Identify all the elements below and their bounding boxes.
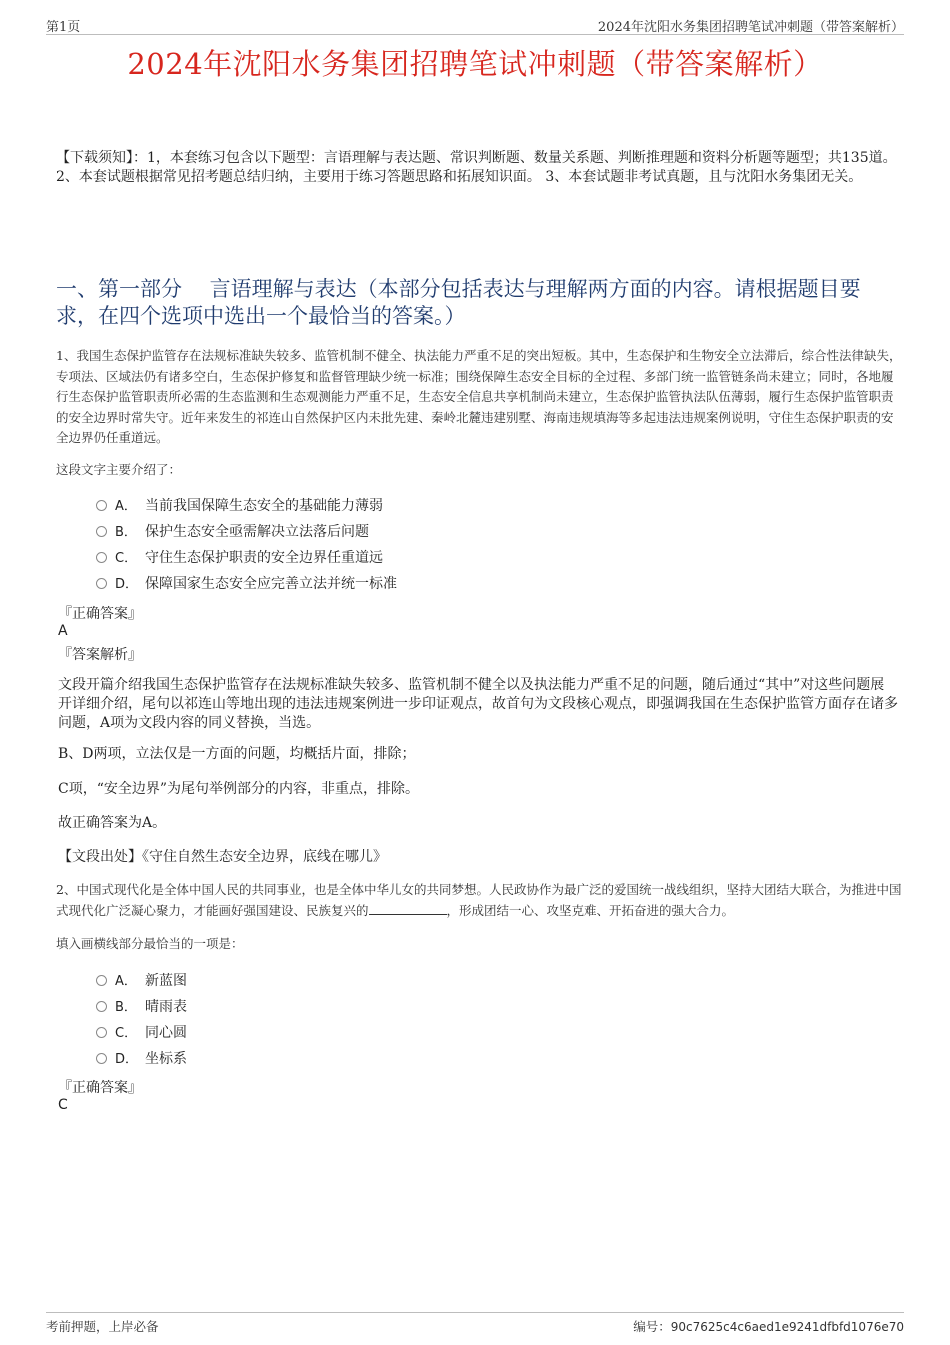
q2-option-d[interactable]: D． 坐标系 [96,1046,796,1072]
header-doc-title: 2024年沈阳水务集团招聘笔试冲刺题（带答案解析） [597,20,904,35]
page-footer [46,1312,904,1337]
q1-option-b[interactable]: B． 保护生态安全亟需解决立法落后问题 [96,519,796,545]
q1-answer-label: 『正确答案』 [58,606,142,622]
q1-source: 【文段出处】《守住自然生态安全边界，底线在哪儿》 [58,849,387,865]
footer-slogan: 考前押题，上岸必备 [46,1319,159,1334]
q2-answer-label: 『正确答案』 [58,1080,142,1096]
q2-stem: 2、中国式现代化是全体中国人民的共同事业，也是全体中华儿女的共同梦想。人民政协作为最广泛的爱国统一战线组织，坚持大团结大联合，为推进中国式现代化广泛凝心聚力，才能画好强国建设、民族复兴的 ，形成团结一心、攻坚克难、开拓奋进的强大合力。 [56,882,902,918]
q1-analysis-paragraph: 文段开篇介绍我国生态保护监管存在法规标准缺失较多、监管机制不健全以及执法能力严重不足的问题，随后通过“其中”对这些问题展开详细介绍，尾句以祁连山等地出现的违法违规案例进一步印证观点，故首句为文段核心观点，即强调我国在生态保护监管方面存在诸多问题，A项为文段内容的同义替换，当选。 [58,677,898,731]
q2-option-b[interactable]: B． 晴雨表 [96,994,796,1020]
q1-option-c[interactable]: C． 守住生态保护职责的安全边界任重道远 [96,545,796,571]
document-title: 2024年沈阳水务集团招聘笔试冲刺题（带答案解析） [127,47,823,81]
q1-analysis-paragraph: B、D两项，立法仅是一方面的问题，均概括片面，排除； [58,746,416,762]
q1-stem: 1、我国生态保护监管存在法规标准缺失较多、监管机制不健全、执法能力严重不足的突出短板。其中，生态保护和生物安全立法滞后，综合性法律缺失，专项法、区域法仍有诸多空白，生态保护修复和监督管理缺少统一标准；围绕保障生态安全目标的全过程、多部门统一监管链条尚未建立；同时，各地履行生态保护监管职责所必需的生态监测和生态观测能力严重不足，生态安全信息共享机制尚未建立，生态保护监管执法队伍薄弱，履行生态保护监管职责的安全边界时常失守。近年来发生的祁连山自然保护区内未批先建、秦岭北麓违建别墅、海南违规填海等多起违法违规案例说明，守住生态保护职责的安全边界仍任重道远。 [56,348,902,445]
q2-options [96,968,796,1072]
fill-blank[interactable] [369,903,447,915]
q2-option-a[interactable]: A． 新蓝图 [96,968,796,994]
radio-icon[interactable] [96,975,107,986]
download-notice: 【下载须知】：1，本套练习包含以下题型：言语理解与表达题、常识判断题、数量关系题、判断推理题和资料分析题等题型；共135道。 2、本套试题根据常见招考题总结归纳，主要用于练习答题思路和拓展知识面。 3、本套试题非考试真题，且与沈阳水务集团无关。 [56,150,897,185]
footer-code: 编号：90c7625c4c6aed1e9241dfbfd1076e70 [633,1319,904,1334]
q1-prompt: 这段文字主要介绍了： [56,462,182,477]
radio-icon[interactable] [96,552,107,563]
q2-prompt: 填入画横线部分最恰当的一项是： [56,936,244,951]
radio-icon[interactable] [96,578,107,589]
radio-icon[interactable] [96,500,107,511]
q2-answer: C [58,1097,68,1113]
radio-icon[interactable] [96,1053,107,1064]
q1-option-d[interactable]: D． 保障国家生态安全应完善立法并统一标准 [96,571,796,597]
radio-icon[interactable] [96,526,107,537]
page-number: 第1页 [46,20,81,35]
q1-analysis-paragraph: 故正确答案为A。 [58,815,167,831]
q2-option-c[interactable]: C． 同心圆 [96,1020,796,1046]
q1-analysis-label: 『答案解析』 [58,647,142,663]
radio-icon[interactable] [96,1027,107,1038]
q1-options [96,493,796,597]
page-header [46,14,904,35]
q1-option-a[interactable]: A． 当前我国保障生态安全的基础能力薄弱 [96,493,796,519]
radio-icon[interactable] [96,1001,107,1012]
section-heading: 一、第一部分 言语理解与表达（本部分包括表达与理解两方面的内容。请根据题目要求，在四个选项中选出一个最恰当的答案。） [56,277,861,328]
q1-analysis-paragraph: C项，“安全边界”为尾句举例部分的内容，非重点，排除。 [58,781,420,797]
q1-answer: A [58,623,68,639]
